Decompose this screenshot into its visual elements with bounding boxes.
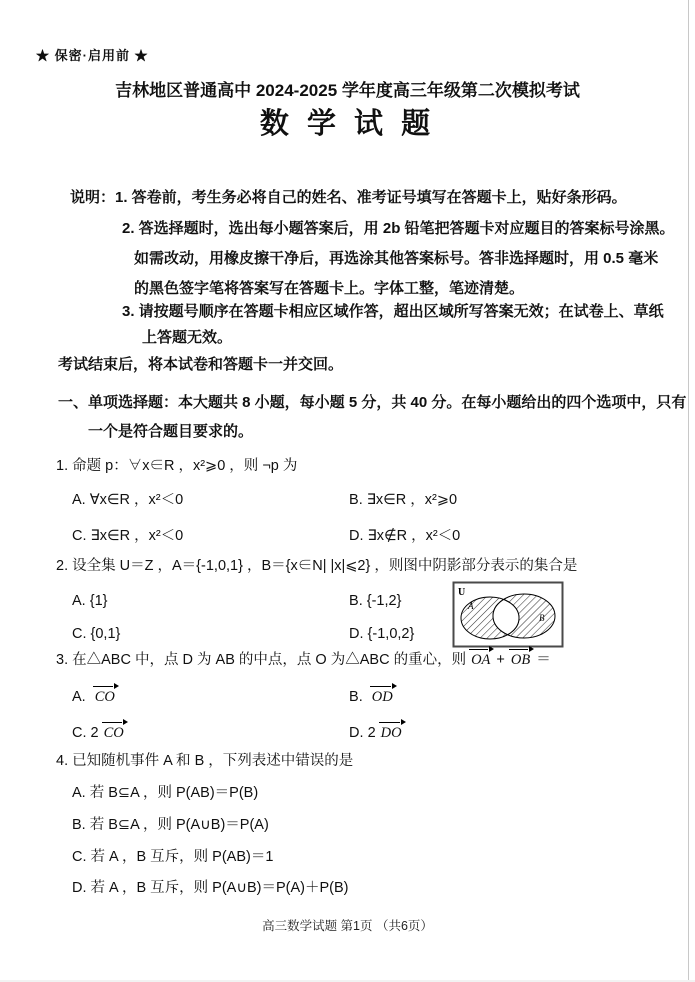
q1-stem: 1. 命题 p：∀x∈R ，x²⩾0 ，则 ¬p 为 — [56, 458, 298, 474]
venn-diagram — [452, 581, 564, 648]
q4-option-b: B. 若 B⊆A ，则 P(A∪B)＝P(A) — [72, 817, 269, 833]
instruction-line-2: 2. 答选择题时，选出每小题答案后，用 2b 铅笔把答题卡对应题目的答案标号涂黑。 — [122, 220, 675, 237]
security-notice: ★ 保密·启用前 ★ — [36, 48, 149, 63]
page-footer: 高三数学试题 第1页 （共6页） — [262, 919, 433, 933]
q3-vector-oa: OA — [471, 652, 491, 668]
q3-options-row-1 — [72, 688, 622, 706]
vector-co: CO — [103, 725, 124, 741]
q3-option-b — [349, 688, 622, 706]
instruction-line-3: 如需改动，用橡皮擦干净后，再选涂其他答案标号。答非选择题时，用 0.5 毫米 — [134, 250, 659, 267]
q3-equals-sign: ＝ — [536, 652, 551, 668]
q3-option-d — [349, 724, 622, 742]
q2-option-d: D. {-1,0,2} — [349, 626, 415, 642]
venn-universe-label: U — [458, 587, 466, 598]
q4-option-a: A. 若 B⊆A ，则 P(AB)＝P(B) — [72, 785, 259, 801]
q4-option-d: D. 若 A ，B 互斥，则 P(A∪B)＝P(A)＋P(B) — [72, 880, 349, 896]
instruction-line-1: 说明：1. 答卷前，考生务必将自己的姓名、准考证号填写在答题卡上，贴好条形码。 — [70, 189, 627, 206]
q3-stem — [56, 651, 552, 669]
q1-options-row-1 — [72, 491, 622, 509]
exam-session-title: 吉林地区普通高中 2024-2025 学年度高三年级第二次模拟考试 — [115, 81, 580, 100]
q3-stem-text: 3. 在△ABC 中，点 D 为 AB 的中点，点 O 为△ABC 的重心，则 — [56, 652, 467, 668]
vector-do: DO — [380, 725, 402, 741]
instruction-line-6: 上答题无效。 — [142, 329, 233, 346]
q4-stem: 4. 已知随机事件 A 和 B ，下列表述中错误的是 — [56, 753, 354, 769]
q1-option-c: C. ∃x∈R ，x²＜0 — [72, 528, 184, 544]
q3-options-row-2 — [72, 724, 622, 742]
option-coefficient: 2 — [90, 725, 99, 741]
q1-options-row-2 — [72, 527, 622, 545]
q1-option-b: B. ∃x∈R ，x²⩾0 — [349, 492, 458, 508]
scan-edge-artifact — [688, 0, 689, 982]
q2-option-b: B. {-1,2} — [349, 593, 402, 609]
q3-plus-sign: + — [496, 652, 505, 668]
instruction-line-5: 3. 请按题号顺序在答题卡相应区域作答，超出区域所写答案无效；在试卷上、草纸 — [122, 303, 664, 320]
q4-option-c: C. 若 A ，B 互斥，则 P(AB)＝1 — [72, 849, 274, 865]
section-heading-line-1: 一、单项选择题：本大题共 8 小题，每小题 5 分，共 40 分。在每小题给出的四个选项中，只有 — [58, 394, 687, 411]
return-notice: 考试结束后，将本试卷和答题卡一并交回。 — [58, 356, 344, 373]
section-heading-line-2: 一个是符合题目要求的。 — [88, 423, 254, 440]
option-label: D. — [349, 725, 364, 741]
option-label: C. — [72, 725, 87, 741]
q2-option-c: C. {0,1} — [72, 626, 121, 642]
q3-option-c — [72, 724, 345, 742]
q1-option-d: D. ∃x∉R ，x²＜0 — [349, 528, 461, 544]
q2-option-a: A. {1} — [72, 593, 108, 609]
subject-title: 数 学 试 题 — [259, 108, 436, 140]
option-label: B. — [349, 689, 363, 705]
q1-option-a: A. ∀x∈R ，x²＜0 — [72, 492, 184, 508]
vector-co: CO — [94, 689, 115, 705]
venn-set-b-label: B — [539, 613, 545, 623]
option-coefficient: 2 — [367, 725, 376, 741]
q2-stem: 2. 设全集 U＝Z ，A＝{-1,0,1} ，B＝{x∈N| |x|⩽2} ，则图中阴影部分表示的集合是 — [56, 558, 578, 574]
option-label: A. — [72, 689, 86, 705]
venn-diagram-svg — [452, 581, 564, 648]
vector-od: OD — [371, 689, 393, 705]
q3-option-a — [72, 688, 345, 706]
q3-vector-ob: OB — [510, 652, 531, 668]
venn-set-a-label: A — [468, 601, 474, 611]
instruction-line-4: 的黑色签字笔将答案写在答题卡上。字体工整，笔迹清楚。 — [134, 280, 525, 297]
